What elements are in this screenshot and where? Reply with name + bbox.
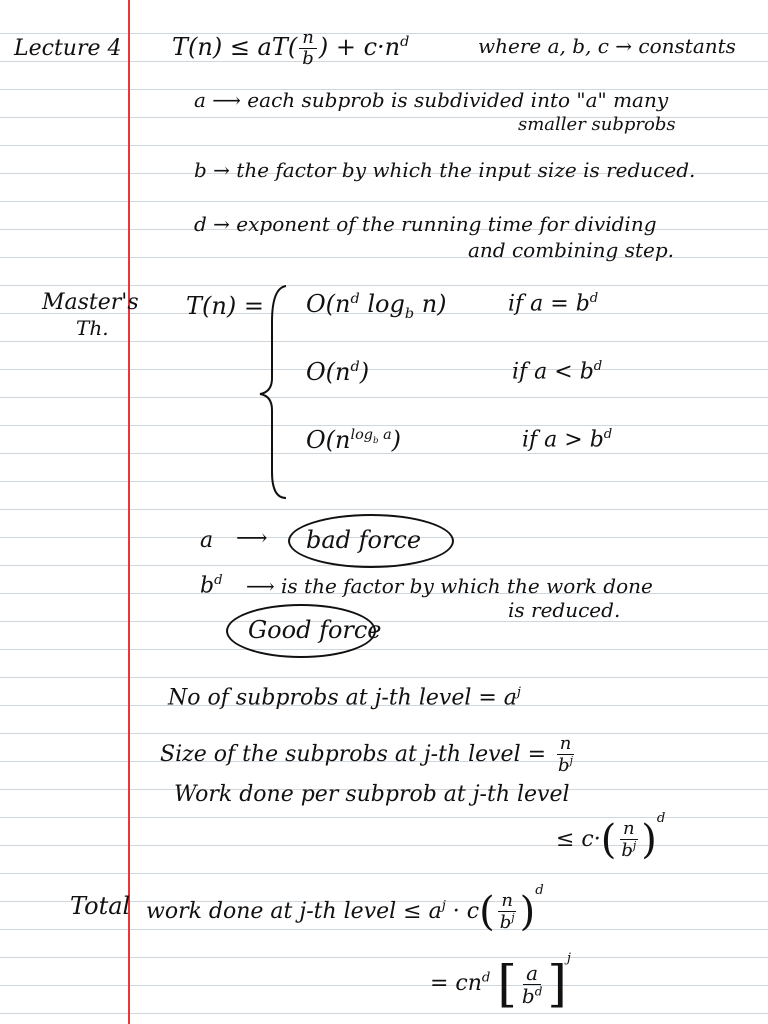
curly-brace — [258, 282, 288, 502]
case1-formula: $O(n^d$ $\log_b n$) — [306, 290, 447, 322]
force-reduced: is reduced. — [508, 598, 621, 622]
masters-lhs: T(n) = — [186, 292, 264, 320]
work-per-subprob-line: Work done per subprob at j-th level — [174, 782, 570, 807]
force-a: a — [200, 528, 214, 553]
constants-note: where a, b, c → constants — [478, 34, 736, 58]
subprob-size-line: Size of the subprobs at j-th level = $\frac{n}{b^j}$ — [160, 733, 573, 776]
def-a-line1: a ⟶ each subprob is subdivided into "a" many — [194, 88, 669, 112]
num-subprobs-line: No of subprobs at j-th level = $a^j$ — [168, 685, 521, 711]
recurrence-formula: T(n) ≤ aT( $\frac{n}{b}$ ) + $c\cdot n^d$ — [172, 27, 410, 69]
case2-formula: $O(n^d)$ — [306, 358, 370, 386]
case3-condition: if $a > b^d$ — [522, 427, 613, 453]
def-b-line: b → the factor by which the input size is reduced. — [194, 158, 696, 182]
def-a-line2: smaller subprobs — [518, 114, 676, 135]
case2-condition: if $a < b^d$ — [512, 359, 603, 385]
force-arrow-1: ⟶ — [236, 526, 268, 551]
masters-label: Master's — [42, 290, 139, 315]
masters-th-label: Th. — [76, 316, 109, 340]
force-bd-text: ⟶ is the factor by which the work done — [246, 574, 653, 598]
lecture-title: Lecture 4 — [14, 36, 122, 61]
bad-force-label: bad force — [306, 526, 422, 554]
case1-condition: if $a = b^d$ — [508, 291, 599, 317]
total-work-line: work done at j-th level ≤ $a^j \cdot c$( $\frac{n}{b^j}$ )$^d$ — [146, 883, 544, 935]
def-d-line1: d → exponent of the running time for dividing — [194, 212, 657, 236]
total-label: Total — [70, 892, 131, 920]
def-d-line2: and combining step. — [468, 238, 674, 262]
good-force-label: Good force — [248, 616, 382, 644]
case3-formula: $O(n^{log_b a})$ — [306, 426, 402, 454]
total-simplified: = $cn^d$ [ $\frac{a}{b^d}$ ]$^j$ — [430, 951, 571, 1013]
force-bd: $b^d$ — [200, 573, 223, 599]
margin-line — [128, 0, 130, 1024]
work-per-subprob-bound: ≤ c·( $\frac{n}{b^j}$ )$^d$ — [556, 811, 666, 863]
